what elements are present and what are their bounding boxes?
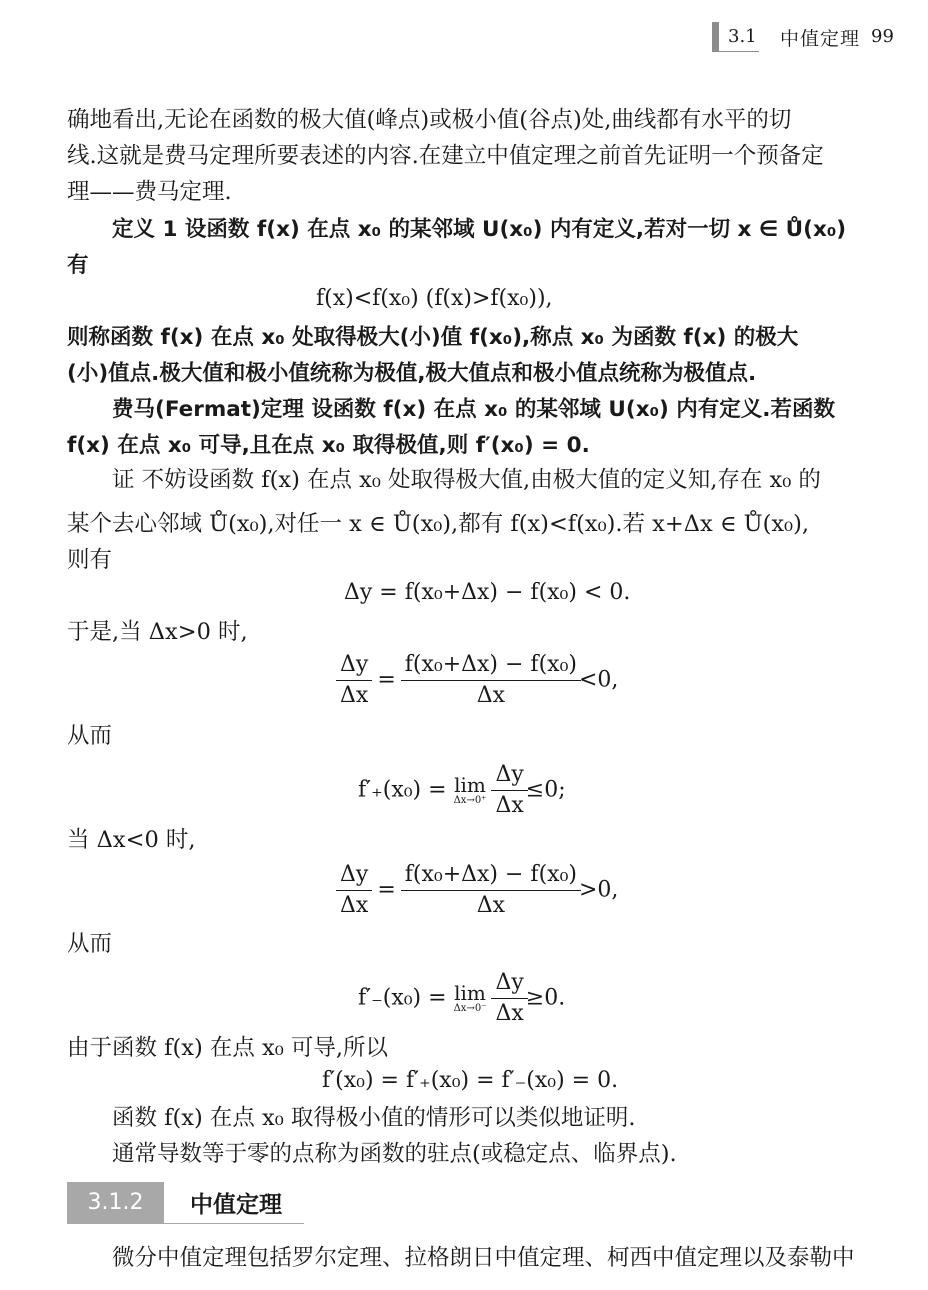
definition-line: 定义 1 设函数 f(x) 在点 x₀ 的某邻域 U(x₀) 内有定义,若对一切 x ∈ Ů(x₀) <box>112 217 847 242</box>
header-section-number: 3.1 <box>728 26 757 47</box>
case-line: 当 Δx<0 时, <box>67 827 196 853</box>
definition-line: 有 <box>67 253 89 278</box>
fraction-dy-dx <box>493 968 525 1029</box>
final-derivative-equation: f′(x₀) = f′₊(x₀) = f′₋(x₀) = 0. <box>322 1068 619 1093</box>
proof-line: 则有 <box>67 547 113 573</box>
fraction-denominator: Δx <box>491 998 527 1029</box>
case-line: 于是,当 Δx>0 时, <box>67 619 248 645</box>
inequality-sign: >0, <box>578 877 619 903</box>
paragraph-line: 通常导数等于零的点称为函数的驻点(或稳定点、临界点). <box>112 1141 677 1167</box>
paragraph-line: 函数 f(x) 在点 x₀ 取得极小值的情形可以类似地证明. <box>112 1105 636 1131</box>
proof-line: 证 不妨设函数 f(x) 在点 x₀ 处取得极大值,由极大值的定义知,存在 x₀ 的 <box>112 467 821 493</box>
definition-line: (小)值点.极大值和极小值统称为极值,极大值点和极小值点统称为极值点. <box>67 361 757 386</box>
fraction-numerator: Δy <box>495 970 524 995</box>
definition-line: 则称函数 f(x) 在点 x₀ 处取得极大(小)值 f(x₀),称点 x₀ 为函数 f(x) 的极大 <box>67 325 799 350</box>
limit-word: lim <box>454 772 486 797</box>
theorem-line: f(x) 在点 x₀ 可导,且在点 x₀ 取得极值,则 f′(x₀) = 0. <box>67 433 590 458</box>
thus-line: 从而 <box>67 931 113 957</box>
difference-quotient-positive: $\frac{\Delta y}{\Delta x}$ = $\frac{\text{f(x₀+Δx) − f(x₀)}}{\Delta x}$ <0, <box>338 650 618 711</box>
right-derivative-label: f′₊(x₀) = <box>358 777 447 803</box>
fraction-denominator: Δx <box>336 890 372 921</box>
left-derivative-limit <box>358 968 565 1029</box>
right-derivative-limit <box>358 760 566 821</box>
section-rule <box>164 1223 304 1224</box>
inequality-sign: ≥0. <box>525 985 566 1011</box>
left-derivative-label: f′₋(x₀) = <box>358 985 447 1011</box>
header-rule <box>719 51 759 52</box>
theorem-line: 费马(Fermat)定理 设函数 f(x) 在点 x₀ 的某邻域 U(x₀) 内有定义.若函数 <box>112 397 835 422</box>
fraction-numerator: Δy <box>495 762 524 787</box>
thus-line: 从而 <box>67 723 113 749</box>
fraction-dy-dx <box>338 650 370 711</box>
limit-operator <box>453 980 487 1015</box>
paragraph-line: 理——费马定理. <box>67 179 232 205</box>
fraction-denominator: Δx <box>336 680 372 711</box>
difference-quotient-negative: $\frac{\Delta y}{\Delta x}$ = $\frac{\text{f(x₀+Δx) − f(x₀)}}{\Delta x}$ >0, <box>338 860 618 921</box>
fraction-increment <box>403 650 579 711</box>
header-bar <box>712 22 719 52</box>
fraction-increment <box>403 860 579 921</box>
limit-operator <box>453 772 487 807</box>
paragraph-line: 微分中值定理包括罗尔定理、拉格朗日中值定理、柯西中值定理以及泰勒中 <box>112 1245 855 1271</box>
fraction-denominator: Δx <box>401 680 581 711</box>
fraction-numerator: Δy <box>340 862 369 887</box>
definition-formula: f(x)<f(x₀) (f(x)>f(x₀)), <box>316 286 553 311</box>
paragraph-line: 确地看出,无论在函数的极大值(峰点)或极小值(谷点)处,曲线都有水平的切 <box>67 107 792 133</box>
inequality-sign: <0, <box>578 667 619 693</box>
limit-subscript: Δx→0⁺ <box>453 794 487 806</box>
proof-line: 某个去心邻域 Ů(x₀),对任一 x ∈ Ů(x₀),都有 f(x)<f(x₀).若 x+Δx ∈ Ů(x₀), <box>67 511 810 537</box>
fraction-denominator: Δx <box>401 890 581 921</box>
fraction-numerator: f(x₀+Δx) − f(x₀) <box>404 862 577 887</box>
limit-word: lim <box>454 980 486 1005</box>
fraction-denominator: Δx <box>491 790 527 821</box>
delta-y-equation: Δy = f(x₀+Δx) − f(x₀) < 0. <box>344 580 631 605</box>
fraction-numerator: f(x₀+Δx) − f(x₀) <box>404 652 577 677</box>
header-section-title: 中值定理 <box>780 28 861 50</box>
paragraph-line: 线.这就是费马定理所要表述的内容.在建立中值定理之前首先证明一个预备定 <box>67 143 824 169</box>
fraction-dy-dx <box>338 860 370 921</box>
page-number: 99 <box>871 26 894 47</box>
section-title: 中值定理 <box>190 1192 282 1218</box>
since-line: 由于函数 f(x) 在点 x₀ 可导,所以 <box>67 1035 389 1061</box>
fraction-dy-dx <box>493 760 525 821</box>
inequality-sign: ≤0; <box>525 777 566 803</box>
section-number-box: 3.1.2 <box>67 1182 164 1224</box>
fraction-numerator: Δy <box>340 652 369 677</box>
limit-subscript: Δx→0⁻ <box>453 1002 487 1014</box>
